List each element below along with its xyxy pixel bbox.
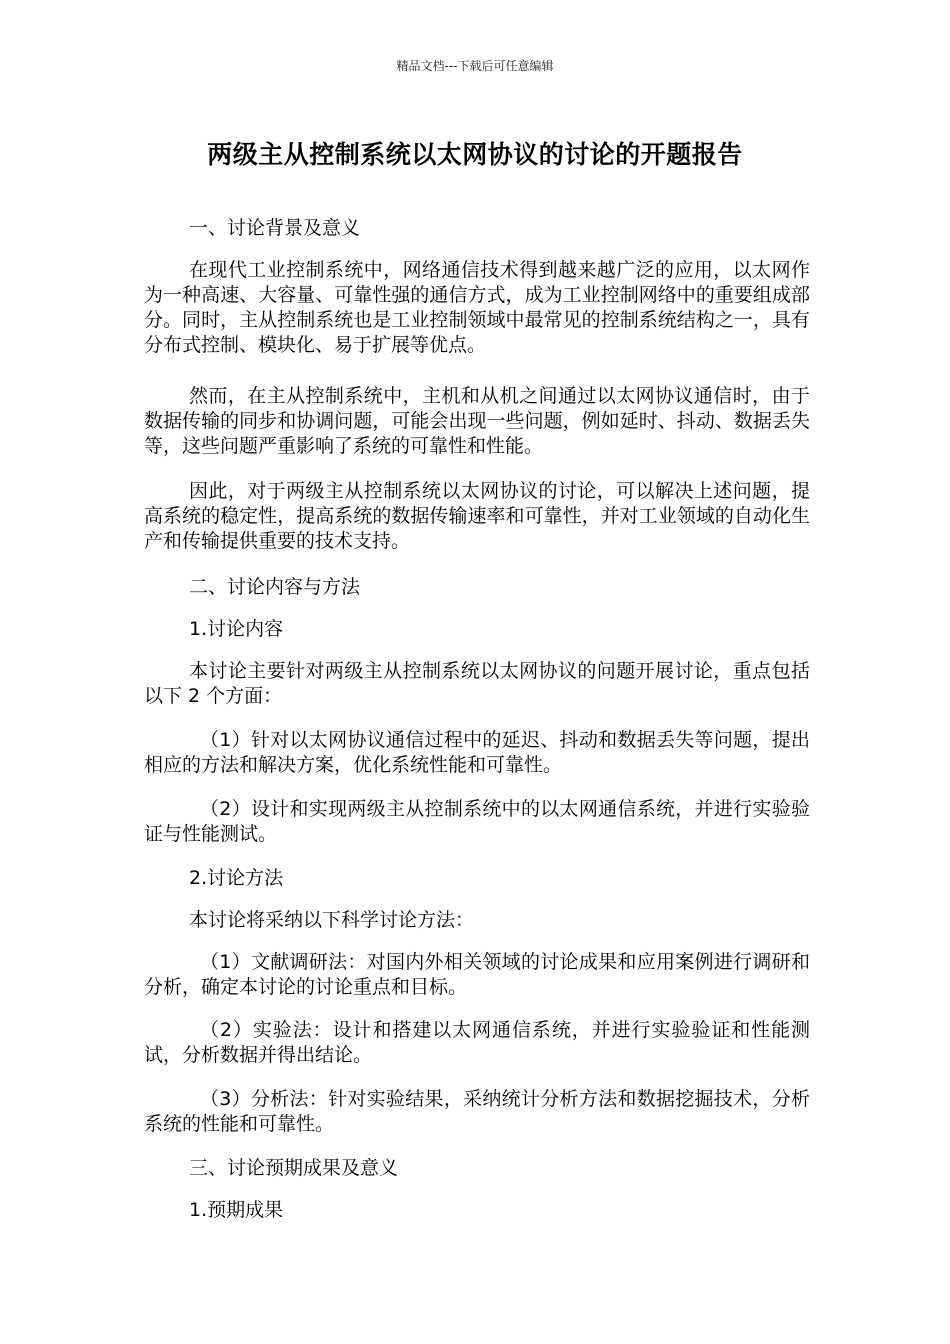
list-item-method-3: （3）分析法：针对实验结果，采纳统计分析方法和数据挖掘技术，分析系统的性能和可靠性。 — [144, 1088, 810, 1135]
subheading-outcomes: 1.预期成果 — [189, 1199, 284, 1221]
section-heading-background: 一、讨论背景及意义 — [189, 217, 361, 239]
section-heading-content-method: 二、讨论内容与方法 — [189, 576, 361, 598]
document-title: 两级主从控制系统以太网协议的讨论的开题报告 — [207, 140, 743, 169]
list-item-method-1: （1）文献调研法：对国内外相关领域的讨论成果和应用案例进行调研和分析，确定本讨论的讨论重点和目标。 — [144, 951, 810, 998]
paragraph-method-intro: 本讨论将采纳以下科学讨论方法： — [189, 909, 475, 931]
list-item-method-2: （2）实验法：设计和搭建以太网通信系统，并进行实验验证和性能测试，分析数据并得出结论。 — [144, 1019, 810, 1066]
paragraph-background-1: 在现代工业控制系统中，网络通信技术得到越来越广泛的应用，以太网作为一种高速、大容量、可靠性强的通信方式，成为工业控制网络中的重要组成部分。同时，主从控制系统也是工业控制领域中最常见的控制系统结构之一，具有分布式控制、模块化、易于扩展等优点。 — [144, 259, 810, 356]
subheading-content: 1.讨论内容 — [189, 618, 284, 640]
list-item-content-1: （1）针对以太网协议通信过程中的延迟、抖动和数据丢失等问题，提出相应的方法和解决方案，优化系统性能和可靠性。 — [144, 729, 810, 776]
page-header: 精品文档---下载后可任意编辑 — [396, 59, 554, 73]
section-heading-outcomes: 三、讨论预期成果及意义 — [189, 1157, 399, 1179]
paragraph-content-intro: 本讨论主要针对两级主从控制系统以太网协议的问题开展讨论，重点包括以下 2 个方面： — [144, 660, 810, 707]
list-item-content-2: （2）设计和实现两级主从控制系统中的以太网通信系统，并进行实验验证与性能测试。 — [144, 798, 810, 845]
paragraph-background-3: 因此，对于两级主从控制系统以太网协议的讨论，可以解决上述问题，提高系统的稳定性，提高系统的数据传输速率和可靠性，并对工业领域的自动化生产和传输提供重要的技术支持。 — [144, 480, 810, 552]
subheading-method: 2.讨论方法 — [189, 867, 284, 889]
paragraph-background-2: 然而，在主从控制系统中，主机和从机之间通过以太网协议通信时，由于数据传输的同步和协调问题，可能会出现一些问题，例如延时、抖动、数据丢失等，这些问题严重影响了系统的可靠性和性能。 — [144, 385, 810, 457]
